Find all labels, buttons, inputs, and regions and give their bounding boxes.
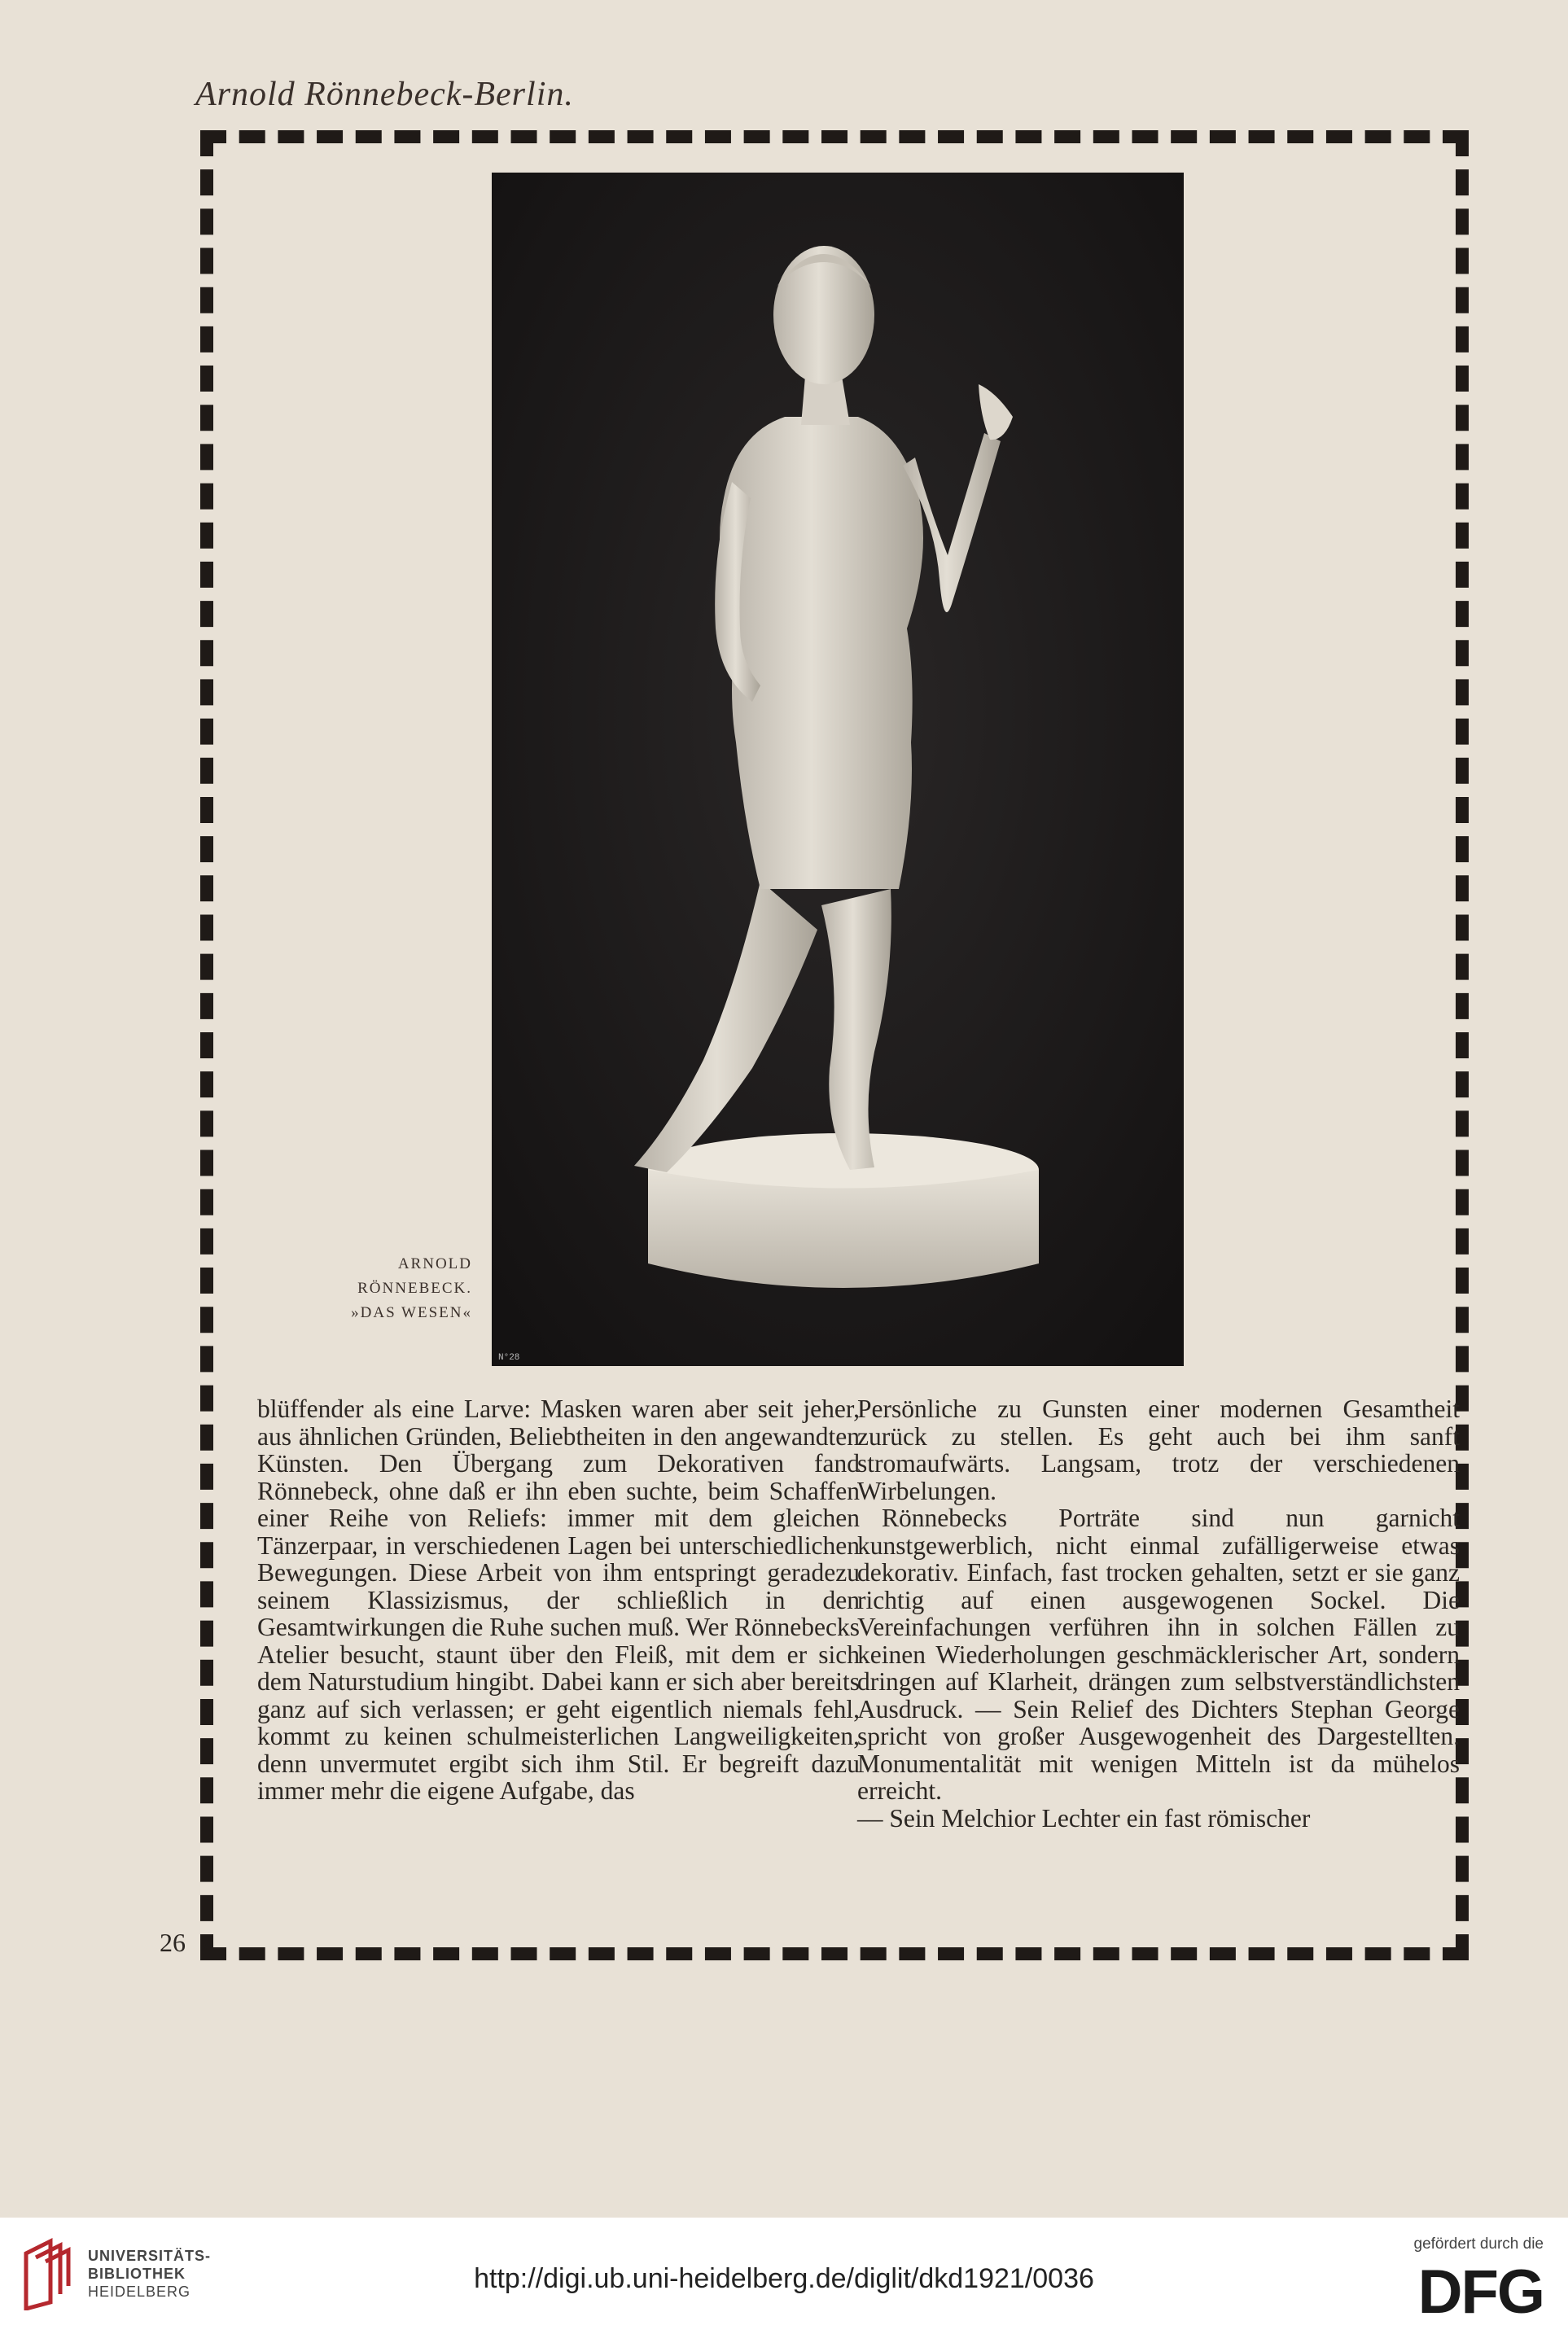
dfg-logo: DFG [1417,2257,1544,2327]
paragraph: — Sein Melchior Lechter ein fast römischer [857,1803,1311,1833]
sculpture-photograph [492,173,1184,1366]
right-text-column [857,1395,1460,1832]
library-name: UNIVERSITÄTS- BIBLIOTHEK HEIDELBERG [88,2248,212,2300]
plate-number: N°28 [498,1353,520,1363]
digitization-footer [0,2218,1568,2334]
left-text-column [257,1395,860,1805]
paragraph: Persönliche zu Gunsten einer modernen Gesamtheit zurück zu stellen. Es geht auch bei ihm sanft stromaufwärts. Langsam, trotz der verschiedenen Wirbelungen. [857,1395,1460,1505]
permalink-url[interactable]: http://digi.ub.uni-heidelberg.de/diglit/dkd1921/0036 [474,2263,1094,2294]
sculpture-figure-image [492,173,1184,1366]
running-header: Arnold Rönnebeck-Berlin. [195,76,574,113]
paragraph: blüffender als eine Larve: Masken waren aber seit jeher, aus ähnlichen Gründen, Beliebtheiten in den angewandten Künsten. Den Übergang zum Dekorativen fand Rönnebeck, ohne daß er ihn eben suchte, beim Schaffen einer Reihe von Reliefs: immer mit dem gleichen Tänzerpaar, in verschiedenen Lagen bei unterschiedlichen Bewegungen. Diese Arbeit von ihm entspringt geradezu seinem Klassizismus, der schließlich in den Gesamtwirkungen die Ruhe suchen muß. Wer Rönnebecks Atelier besucht, staunt über den Fleiß, mit dem er sich dem Naturstudium hingibt. Dabei kann er sich aber bereits ganz auf sich verlassen; er geht eigentlich niemals fehl, kommt zu keinen schulmeisterlichen Langweiligkeiten, denn unvermutet ergibt sich ihm Stil. Er begreift dazu immer mehr die eigene Aufgabe, das [257,1395,860,1805]
page-number: 26 [160,1928,186,1957]
caption-line-title: »DAS WESEN« [351,1304,472,1321]
caption-line-artist: ARNOLD [397,1255,472,1272]
funding-label: gefördert durch die [1413,2235,1544,2253]
paragraph: Rönnebecks Porträte sind nun garnicht kunstgewerblich, nicht einmal zufälligerweise etwas dekorativ. Einfach, fast trocken gehalten, setzt er sie ganz richtig auf einen ausgewogenen Sockel. Die Vereinfachungen verführen ihn in solchen Fällen zu keinen Wiederholungen geschmäcklerischer Art, sondern dringen auf Klarheit, drängen zum selbstverständlichsten Ausdruck. — Sein Relief des Dichters Stephan George spricht von großer Ausgewogenheit des Dargestellten. Monumentalität mit wenigen Mitteln ist da mühelos erreicht. [857,1504,1460,1805]
figure-caption [309,1252,472,1325]
caption-line-surname: RÖNNEBECK. [357,1280,472,1297]
